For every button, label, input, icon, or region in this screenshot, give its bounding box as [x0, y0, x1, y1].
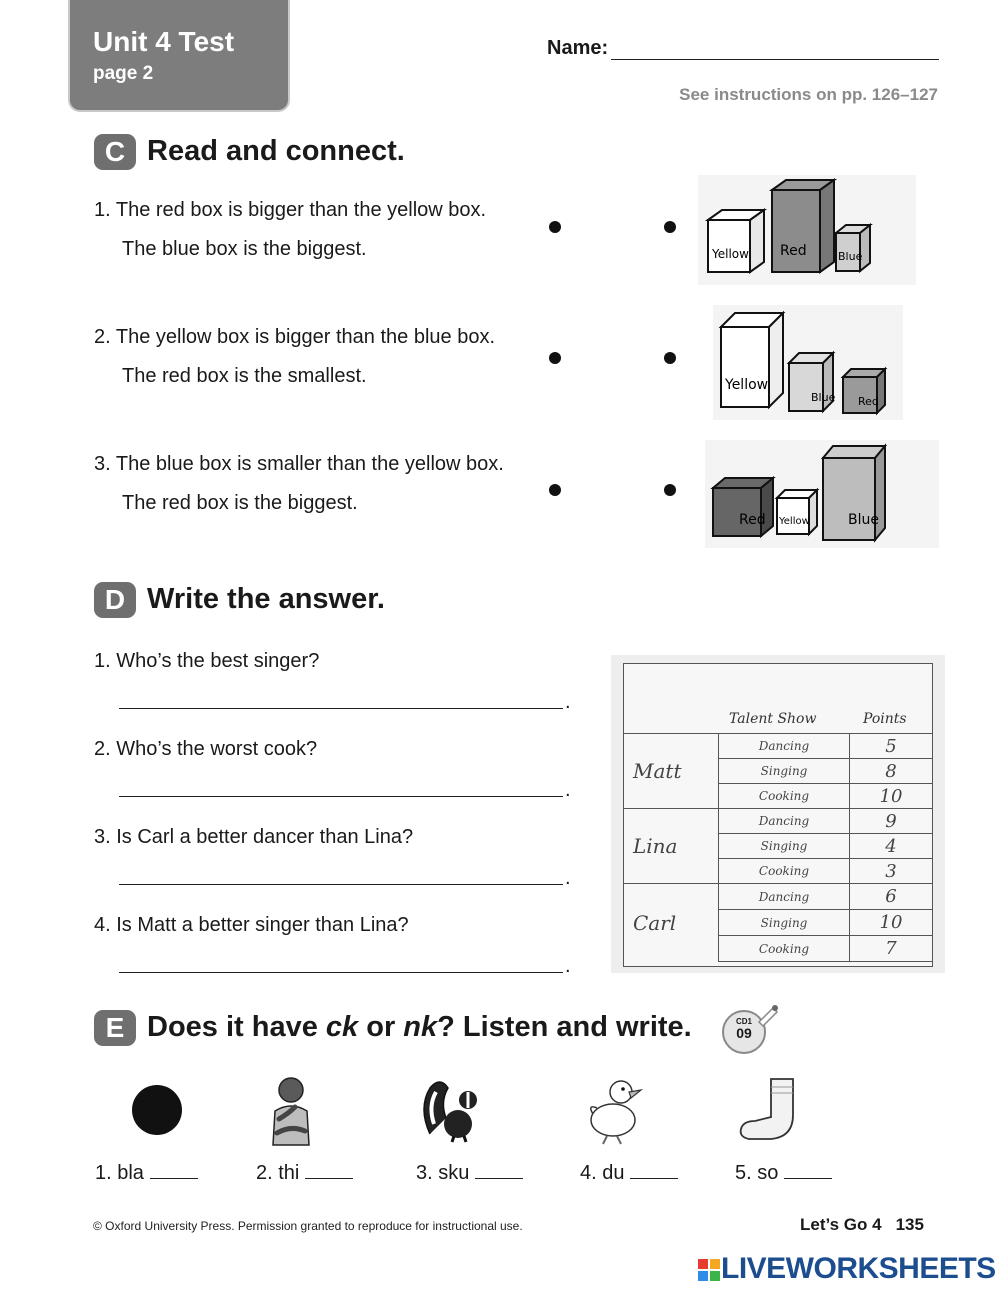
box-2-label-1: Yellow: [725, 377, 769, 393]
c-item-2-right-dot[interactable]: [664, 352, 676, 364]
book-reference: Let’s Go 4 135: [800, 1215, 924, 1234]
table-cell: Dancing: [719, 884, 850, 910]
c-item-1-left-dot[interactable]: [549, 221, 561, 233]
section-d-title: Write the answer.: [147, 583, 385, 615]
ck-text: ck: [325, 1011, 359, 1043]
c-item-2-line1: 2. The yellow box is bigger than the blue box.: [94, 326, 495, 348]
d-answer-2-period: .: [565, 779, 571, 801]
boxes-picture-3: [705, 440, 939, 548]
section-d-badge: D: [94, 582, 136, 618]
note-icon: [755, 1002, 781, 1028]
black-circle-picture: [132, 1085, 182, 1135]
c-item-2-line2: The red box is the smallest.: [122, 365, 367, 387]
e-item-1: 1. bla: [95, 1162, 198, 1185]
name-field[interactable]: [611, 59, 939, 60]
table-cell: 10: [850, 910, 933, 936]
boxes-picture-1: [698, 175, 916, 285]
boy-thinking-picture: [265, 1073, 315, 1147]
e-item-2: 2. thi: [256, 1162, 353, 1185]
e-item-5-blank[interactable]: [784, 1178, 832, 1179]
page-number: 135: [895, 1215, 924, 1234]
c-item-1-line2: The blue box is the biggest.: [122, 238, 367, 260]
d-answer-3-field[interactable]: [119, 884, 563, 885]
c-item-1-right-dot[interactable]: [664, 221, 676, 233]
boxes-picture-2: [713, 305, 903, 420]
table-cell: Singing: [719, 759, 850, 784]
table-cell: Cooking: [719, 936, 850, 962]
e-item-5: 5. so: [735, 1162, 832, 1185]
d-question-3: 3. Is Carl a better dancer than Lina?: [94, 826, 414, 848]
c-item-2-left-dot[interactable]: [549, 352, 561, 364]
table-cell: 9: [850, 809, 933, 834]
d-question-4: 4. Is Matt a better singer than Lina?: [94, 914, 409, 936]
section-c-title: Read and connect.: [147, 135, 405, 167]
box-2-label-2: Blue: [811, 391, 836, 404]
c-item-1-line1: 1. The red box is bigger than the yellow box.: [94, 199, 487, 221]
logo-squares-icon: [697, 1258, 721, 1282]
section-c-badge: C: [94, 134, 136, 170]
sock-picture: [737, 1075, 803, 1145]
e-item-3: 3. sku: [416, 1162, 523, 1185]
box-2-label-3: Red: [858, 395, 879, 408]
nk-text: nk: [403, 1011, 438, 1043]
d-answer-4-field[interactable]: [119, 972, 563, 973]
table-cell: Dancing: [719, 809, 850, 834]
table-cell: Cooking: [719, 859, 850, 884]
c-item-3-line2: The red box is the biggest.: [122, 492, 358, 514]
table-cell: 10: [850, 784, 933, 809]
table-header-activity: Talent Show: [729, 711, 817, 727]
e-item-4: 4. du: [580, 1162, 678, 1185]
box-3-label-3: Blue: [848, 512, 879, 528]
d-question-1: 1. Who’s the best singer?: [94, 650, 320, 672]
table-cell: 8: [850, 759, 933, 784]
table-cell: Singing: [719, 910, 850, 936]
name-label: Name:: [547, 37, 609, 59]
c-item-3-left-dot[interactable]: [549, 484, 561, 496]
d-answer-3-period: .: [565, 867, 571, 889]
d-answer-2-field[interactable]: [119, 796, 563, 797]
box-1-label-2: Red: [780, 243, 807, 259]
cd-track: 09: [736, 1025, 752, 1041]
e-item-3-blank[interactable]: [475, 1178, 523, 1179]
box-3-label-1: Red: [739, 512, 766, 528]
c-item-3-line1: 3. The blue box is smaller than the yellow box.: [94, 453, 504, 475]
skunk-picture: [416, 1074, 486, 1144]
table-cell: 6: [850, 884, 933, 910]
section-e-title: Does it have ck or nk? Listen and write.: [147, 1011, 692, 1043]
table-cell: 7: [850, 936, 933, 962]
copyright-notice: © Oxford University Press. Permission granted to reproduce for instructional use.: [93, 1219, 523, 1233]
e-item-4-blank[interactable]: [630, 1178, 678, 1179]
e-item-2-blank[interactable]: [305, 1178, 353, 1179]
page-title: Unit 4 Test: [93, 26, 235, 57]
e-item-1-blank[interactable]: [150, 1178, 198, 1179]
talent-show-table: [623, 733, 933, 962]
d-answer-4-period: .: [565, 955, 571, 977]
instructions-note: See instructions on pp. 126–127: [679, 85, 938, 104]
table-cell: 5: [850, 734, 933, 759]
table-header-points: Points: [863, 711, 907, 727]
talent-show-card: [611, 655, 945, 973]
d-question-2: 2. Who’s the worst cook?: [94, 738, 318, 760]
table-name-matt: Matt: [623, 734, 719, 809]
duck-picture: [583, 1074, 645, 1146]
section-e-badge: E: [94, 1010, 136, 1046]
c-item-3-right-dot[interactable]: [664, 484, 676, 496]
box-1-label-1: Yellow: [712, 247, 749, 261]
box-3-label-2: Yellow: [779, 516, 810, 527]
table-cell: 3: [850, 859, 933, 884]
page-subtitle: page 2: [93, 63, 154, 84]
table-cell: Dancing: [719, 734, 850, 759]
table-cell: Singing: [719, 834, 850, 859]
d-answer-1-field[interactable]: [119, 708, 563, 709]
table-cell: 4: [850, 834, 933, 859]
liveworksheets-logo: LIVEWORKSHEETS: [697, 1252, 996, 1286]
table-name-lina: Lina: [623, 809, 719, 884]
cd-label: CD1: [735, 1017, 752, 1026]
table-cell: Cooking: [719, 784, 850, 809]
table-name-carl: Carl: [623, 884, 719, 962]
d-answer-1-period: .: [565, 691, 571, 713]
box-1-label-3: Blue: [838, 250, 863, 263]
